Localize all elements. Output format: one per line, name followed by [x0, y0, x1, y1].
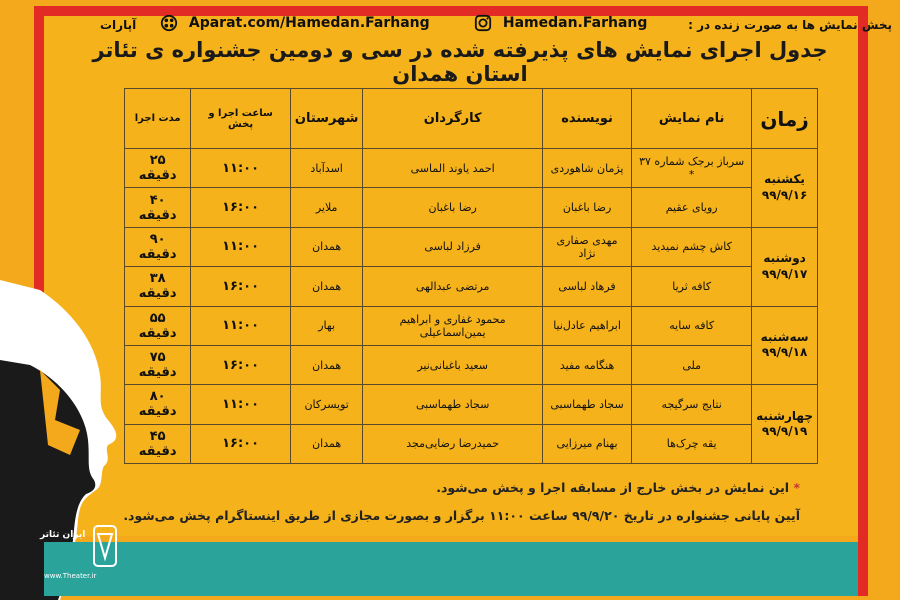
director-cell: سجاد طهماسبی — [363, 385, 543, 424]
city-cell: همدان — [290, 345, 363, 384]
play-cell: کاش چشم نمیدید — [632, 227, 752, 266]
table-row — [125, 345, 818, 384]
page-title: جدول اجرای نمایش های پذیرفته شده در سی و دومین جشنواره ی تئاتر استان همدان — [92, 38, 828, 86]
table-row — [125, 306, 818, 345]
header-writer: نویسنده — [542, 89, 631, 149]
table-row — [125, 385, 818, 424]
writer-cell: مهدی صفاری نژاد — [542, 227, 631, 266]
writer-cell: فرهاد لباسی — [542, 267, 631, 306]
play-cell: کافه سایه — [632, 306, 752, 345]
note-text-1: این نمایش در بخش خارج از مسابقه اجرا و پخش می‌شود. — [436, 480, 790, 495]
instagram-handle: Hamedan.Farhang — [502, 15, 648, 31]
writer-cell: ابراهیم عادل‌نیا — [542, 306, 631, 345]
table-row — [125, 424, 818, 463]
play-cell: کافه ثریا — [632, 267, 752, 306]
director-cell: محمود غفاری و ابراهیم یمین‌اسماعیلی — [363, 306, 543, 345]
city-cell: تویسرکان — [290, 385, 363, 424]
header-play: نام نمایش — [632, 89, 752, 149]
day-name: دوشنبه — [763, 251, 806, 266]
showtime-cell: ۱۱:۰۰ — [191, 149, 291, 188]
writer-cell: پژمان شاهوردی — [542, 149, 631, 188]
table-row — [125, 227, 818, 266]
play-cell: سرباز برجک شماره ۳۷ * — [632, 149, 752, 188]
day-cell — [752, 385, 818, 464]
director-cell: حمیدرضا رضایی‌مجد — [363, 424, 543, 463]
day-name: سه‌شنبه — [760, 329, 809, 344]
play-cell: یقه چرک‌ها — [632, 424, 752, 463]
play-cell: نتایج سرگیجه — [632, 385, 752, 424]
day-date: ۹۹/۹/۱۹ — [761, 424, 808, 439]
duration-cell: ۲۵ دقیقه — [125, 149, 191, 188]
city-cell: اسدآباد — [290, 149, 363, 188]
live-broadcast-label: پخش نمایش ها به صورت زنده در : — [688, 18, 892, 32]
city-cell: همدان — [290, 227, 363, 266]
duration-cell: ۵۵ دقیقه — [125, 306, 191, 345]
day-name: چهارشنبه — [756, 408, 813, 423]
writer-cell: هنگامه مفید — [542, 345, 631, 384]
notes — [100, 474, 800, 530]
showtime-cell: ۱۱:۰۰ — [191, 385, 291, 424]
header-showtime: ساعت اجرا و پخش — [191, 89, 291, 149]
play-cell: رویای عقیم — [632, 188, 752, 227]
showtime-cell: ۱۶:۰۰ — [191, 188, 291, 227]
city-cell: همدان — [290, 424, 363, 463]
showtime-cell: ۱۶:۰۰ — [191, 345, 291, 384]
header-duration: مدت اجرا — [125, 89, 191, 149]
duration-cell: ۸۰ دقیقه — [125, 385, 191, 424]
director-cell: فرزاد لباسی — [363, 227, 543, 266]
table-row — [125, 267, 818, 306]
city-cell: ملایر — [290, 188, 363, 227]
aparat-icon — [160, 14, 178, 32]
duration-cell: ۳۸ دقیقه — [125, 267, 191, 306]
showtime-cell: ۱۶:۰۰ — [191, 267, 291, 306]
duration-cell: ۴۵ دقیقه — [125, 424, 191, 463]
footer-bar — [44, 542, 858, 596]
note-out-of-competition — [100, 474, 800, 502]
aparat-label: آپارات — [100, 18, 137, 32]
day-date: ۹۹/۹/۱۶ — [761, 187, 808, 202]
showtime-cell: ۱۱:۰۰ — [191, 227, 291, 266]
day-cell — [752, 149, 818, 228]
director-cell: سعید باغبانی‌نیر — [363, 345, 543, 384]
header-director: کارگردان — [363, 89, 543, 149]
header-city: شهرستان — [290, 89, 363, 149]
instagram-icon — [474, 14, 492, 32]
instagram-link[interactable] — [474, 14, 647, 32]
director-cell: احمد یاوند الماسی — [363, 149, 543, 188]
header-time: زمان — [752, 89, 818, 149]
duration-cell: ۴۰ دقیقه — [125, 188, 191, 227]
table-row — [125, 149, 818, 188]
table-header-row — [125, 89, 818, 149]
duration-cell: ۹۰ دقیقه — [125, 227, 191, 266]
director-cell: رضا باغبان — [363, 188, 543, 227]
duration-cell: ۷۵ دقیقه — [125, 345, 191, 384]
day-cell — [752, 227, 818, 306]
schedule-table — [124, 88, 818, 464]
day-date: ۹۹/۹/۱۸ — [761, 345, 808, 360]
showtime-cell: ۱۶:۰۰ — [191, 424, 291, 463]
logo-url: www.Theater.ir — [44, 572, 97, 580]
writer-cell: بهنام میرزایی — [542, 424, 631, 463]
day-date: ۹۹/۹/۱۷ — [761, 266, 808, 281]
aparat-link[interactable] — [160, 14, 430, 32]
city-cell: بهار — [290, 306, 363, 345]
day-name: یکشنبه — [764, 172, 805, 187]
showtime-cell: ۱۱:۰۰ — [191, 306, 291, 345]
asterisk-marker: * — [793, 480, 800, 495]
writer-cell: رضا باغبان — [542, 188, 631, 227]
logo-name: ایران تئاتر — [40, 530, 86, 540]
table-row — [125, 188, 818, 227]
day-cell — [752, 306, 818, 385]
city-cell: همدان — [290, 267, 363, 306]
play-cell: ملی — [632, 345, 752, 384]
aparat-url: Aparat.com/Hamedan.Farhang — [188, 15, 430, 31]
writer-cell: سجاد طهماسبی — [542, 385, 631, 424]
director-cell: مرتضی عبدالهی — [363, 267, 543, 306]
note-closing-ceremony: آیین پایانی جشنواره در تاریخ ۹۹/۹/۲۰ ساعت ۱۱:۰۰ برگزار و بصورت مجازی از طریق اینستاگرام پخش می‌شود. — [123, 508, 800, 523]
